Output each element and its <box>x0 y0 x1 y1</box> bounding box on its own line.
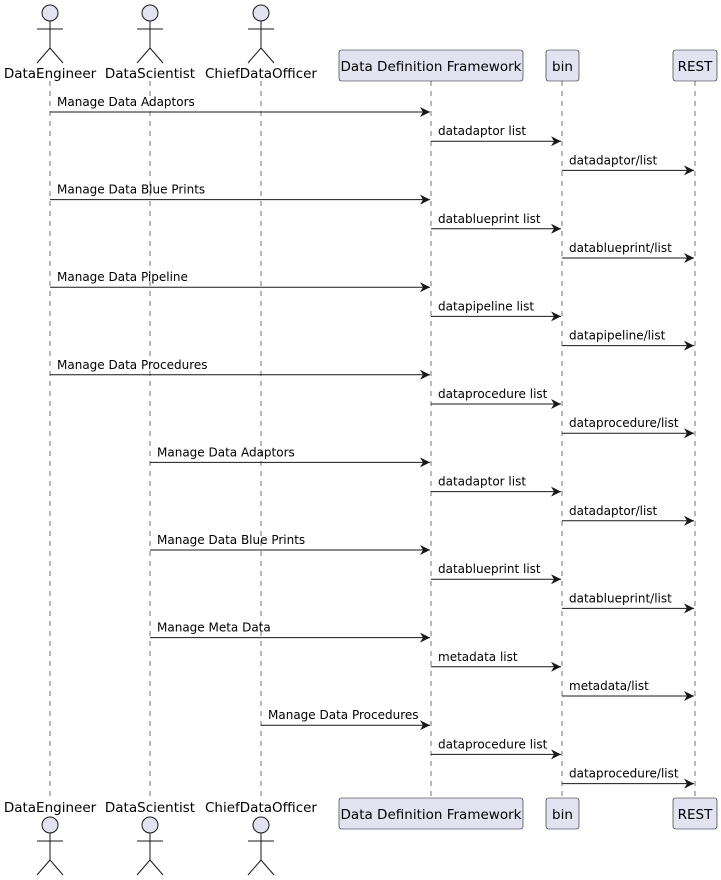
actor-dataengineer-top <box>4 5 97 82</box>
message-label: Manage Meta Data <box>157 620 271 635</box>
message-label: metadata/list <box>569 679 649 693</box>
actor-label: ChiefDataOfficer <box>205 66 317 82</box>
participant-label: REST <box>677 59 713 75</box>
message-12 <box>562 416 694 433</box>
actor-head-icon <box>253 5 269 21</box>
participant-rest-bottom <box>673 798 717 829</box>
message-14 <box>431 475 561 492</box>
message-label: datablueprint/list <box>569 241 672 255</box>
message-label: datablueprint/list <box>569 591 672 606</box>
message-label: metadata list <box>438 649 518 664</box>
message-label: datadaptor list <box>438 474 527 489</box>
message-label: datablueprint list <box>438 211 541 226</box>
actor-label: ChiefDataOfficer <box>205 800 317 816</box>
message-11 <box>431 387 561 404</box>
actor-head-icon <box>142 5 158 21</box>
participant-label: bin <box>552 59 573 75</box>
participant-ddf-top <box>339 50 523 81</box>
message-label: dataprocedure/list <box>569 416 679 431</box>
message-20 <box>431 650 561 667</box>
message-label: datapipeline list <box>438 299 535 314</box>
message-16 <box>150 533 430 550</box>
message-2 <box>431 124 561 141</box>
actor-label: DataEngineer <box>3 66 97 82</box>
message-22 <box>261 708 430 725</box>
participant-ddf-bottom <box>339 798 523 829</box>
message-15 <box>562 504 694 521</box>
message-13 <box>150 445 430 462</box>
message-label: datablueprint list <box>438 562 541 577</box>
participant-bin-top <box>546 50 579 81</box>
actor-head-icon <box>253 817 269 833</box>
message-label: datadaptor list <box>438 124 527 139</box>
message-1 <box>50 95 430 112</box>
participant-rest-top <box>673 50 717 81</box>
message-label: datadaptor/list <box>569 503 658 518</box>
participant-label: Data Definition Framework <box>340 807 522 823</box>
message-label: Manage Data Procedures <box>268 708 419 723</box>
message-label: datadaptor/list <box>569 153 658 168</box>
message-label: dataprocedure list <box>438 737 548 752</box>
message-label: dataprocedure list <box>438 387 548 401</box>
participant-bin-bottom <box>546 798 579 829</box>
message-9 <box>562 329 694 346</box>
actor-datascientist-top <box>105 5 195 82</box>
participant-label: REST <box>677 807 713 823</box>
actor-label: DataEngineer <box>3 800 97 816</box>
message-label: Manage Data Pipeline <box>57 270 188 285</box>
message-3 <box>562 153 694 170</box>
actor-datascientist-bottom <box>105 800 195 875</box>
message-19 <box>150 621 430 638</box>
message-21 <box>562 679 694 696</box>
message-18 <box>562 591 694 608</box>
actor-head-icon <box>42 5 58 21</box>
message-label: Manage Data Adaptors <box>57 95 195 109</box>
participant-label: Data Definition Framework <box>340 59 522 75</box>
message-8 <box>431 299 561 316</box>
actor-label: DataScientist <box>104 66 196 82</box>
message-label: dataprocedure/list <box>569 766 679 781</box>
actor-head-icon <box>142 817 158 833</box>
message-label: Manage Data Blue Prints <box>57 182 206 197</box>
message-label: datapipeline/list <box>569 328 666 343</box>
actor-dataengineer-bottom <box>4 800 97 875</box>
message-23 <box>431 737 561 754</box>
message-label: Manage Data Adaptors <box>157 445 295 460</box>
message-label: Manage Data Procedures <box>57 357 208 372</box>
message-6 <box>562 241 694 258</box>
actor-head-icon <box>42 817 58 833</box>
message-10 <box>50 358 430 375</box>
actor-chiefdataofficer-bottom <box>205 800 317 875</box>
participant-label: bin <box>552 807 573 823</box>
message-5 <box>431 212 561 229</box>
actor-chiefdataofficer-top <box>205 5 317 82</box>
message-4 <box>50 183 430 200</box>
message-label: Manage Data Blue Prints <box>157 533 306 547</box>
message-17 <box>431 562 561 579</box>
message-24 <box>562 767 694 784</box>
message-7 <box>50 270 430 287</box>
actor-label: DataScientist <box>104 800 196 816</box>
